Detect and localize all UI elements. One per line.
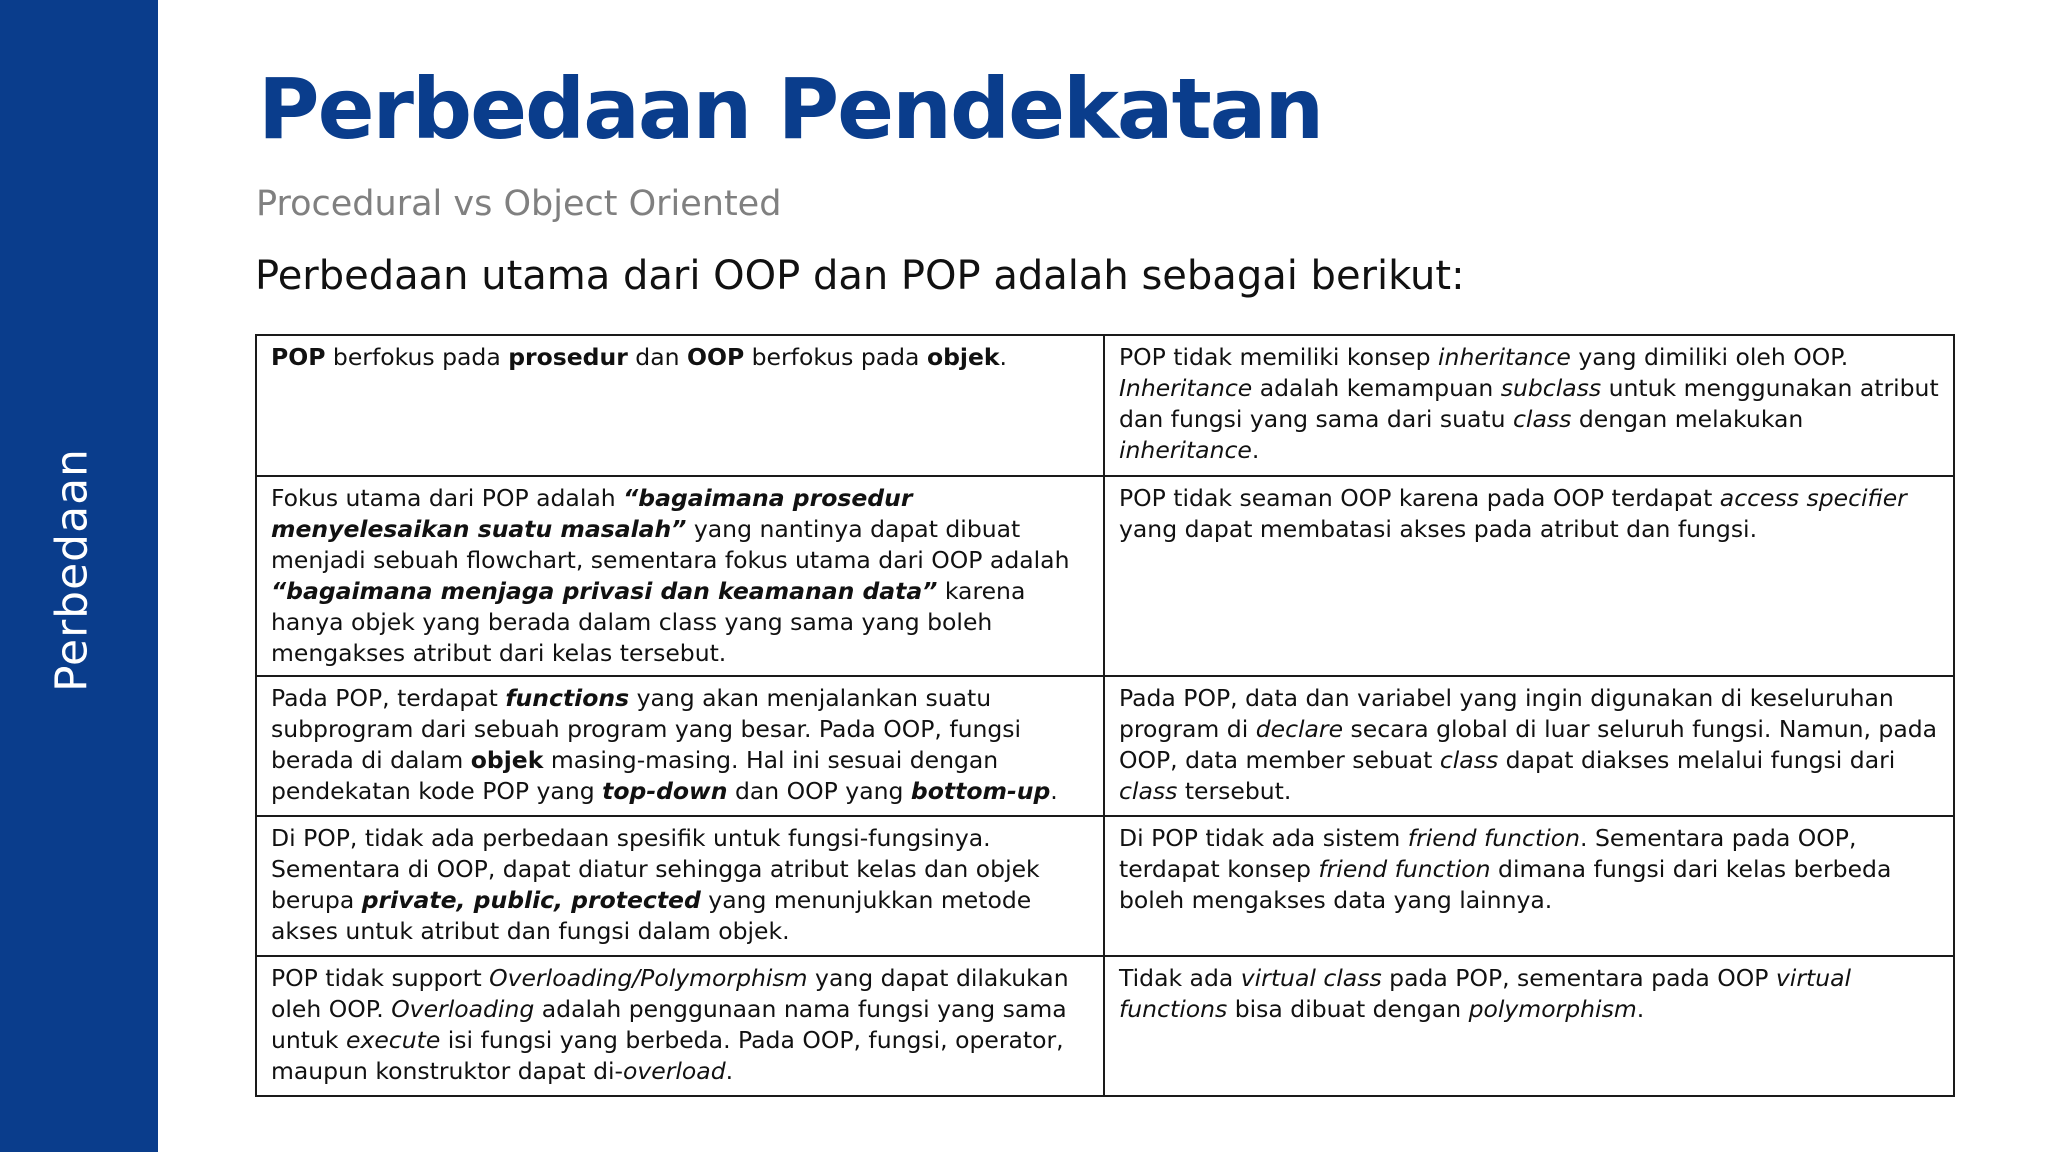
- table-row: [256, 676, 1954, 816]
- table-cell-pop: Fokus utama dari POP adalah “bagaimana prosedur menyelesaikan suatu masalah” yang nantinya dapat dibuat menjadi sebuah flowchart, sementara fokus utama dari OOP adalah “bagaimana menjaga privasi dan keamanan data” karena hanya objek yang berada dalam class yang sama yang boleh mengakses atribut dari kelas tersebut.: [256, 476, 1104, 676]
- table-cell-oop: Di POP tidak ada sistem friend function. Sementara pada OOP, terdapat konsep friend function dimana fungsi dari kelas berbeda boleh mengakses data yang lainnya.: [1104, 816, 1954, 956]
- table-cell-pop: Di POP, tidak ada perbedaan spesifik untuk fungsi-fungsinya. Sementara di OOP, dapat diatur sehingga atribut kelas dan objek berupa private, public, protected yang menunjukkan metode akses untuk atribut dan fungsi dalam objek.: [256, 816, 1104, 956]
- table-cell-oop: POP tidak seaman OOP karena pada OOP terdapat access specifier yang dapat membatasi akses pada atribut dan fungsi.: [1104, 476, 1954, 676]
- table-cell-pop: POP tidak support Overloading/Polymorphism yang dapat dilakukan oleh OOP. Overloading adalah penggunaan nama fungsi yang sama untuk execute isi fungsi yang berbeda. Pada OOP, fungsi, operator, maupun konstruktor dapat di-overload.: [256, 956, 1104, 1096]
- intro-text: Perbedaan utama dari OOP dan POP adalah sebagai berikut:: [255, 253, 1465, 299]
- sidebar: [0, 0, 158, 1152]
- page-subtitle: Procedural vs Object Oriented: [256, 184, 782, 224]
- page-title: Perbedaan Pendekatan: [258, 60, 1323, 158]
- comparison-table: [255, 334, 1955, 1097]
- table-row: [256, 335, 1954, 476]
- sidebar-label: Perbedaan: [46, 448, 98, 692]
- table-cell-oop: POP tidak memiliki konsep inheritance yang dimiliki oleh OOP. Inheritance adalah kemampuan subclass untuk menggunakan atribut dan fungsi yang sama dari suatu class dengan melakukan inheritance.: [1104, 335, 1954, 476]
- table-cell-oop: Tidak ada virtual class pada POP, sementara pada OOP virtual functions bisa dibuat dengan polymorphism.: [1104, 956, 1954, 1096]
- table-row: [256, 956, 1954, 1096]
- table-row: [256, 816, 1954, 956]
- table-cell-pop: Pada POP, terdapat functions yang akan menjalankan suatu subprogram dari sebuah program yang besar. Pada OOP, fungsi berada di dalam objek masing-masing. Hal ini sesuai dengan pendekatan kode POP yang top-down dan OOP yang bottom-up.: [256, 676, 1104, 816]
- table-row: [256, 476, 1954, 676]
- table-cell-oop: Pada POP, data dan variabel yang ingin digunakan di keseluruhan program di declare secara global di luar seluruh fungsi. Namun, pada OOP, data member sebuat class dapat diakses melalui fungsi dari class tersebut.: [1104, 676, 1954, 816]
- table-cell-pop: POP berfokus pada prosedur dan OOP berfokus pada objek.: [256, 335, 1104, 476]
